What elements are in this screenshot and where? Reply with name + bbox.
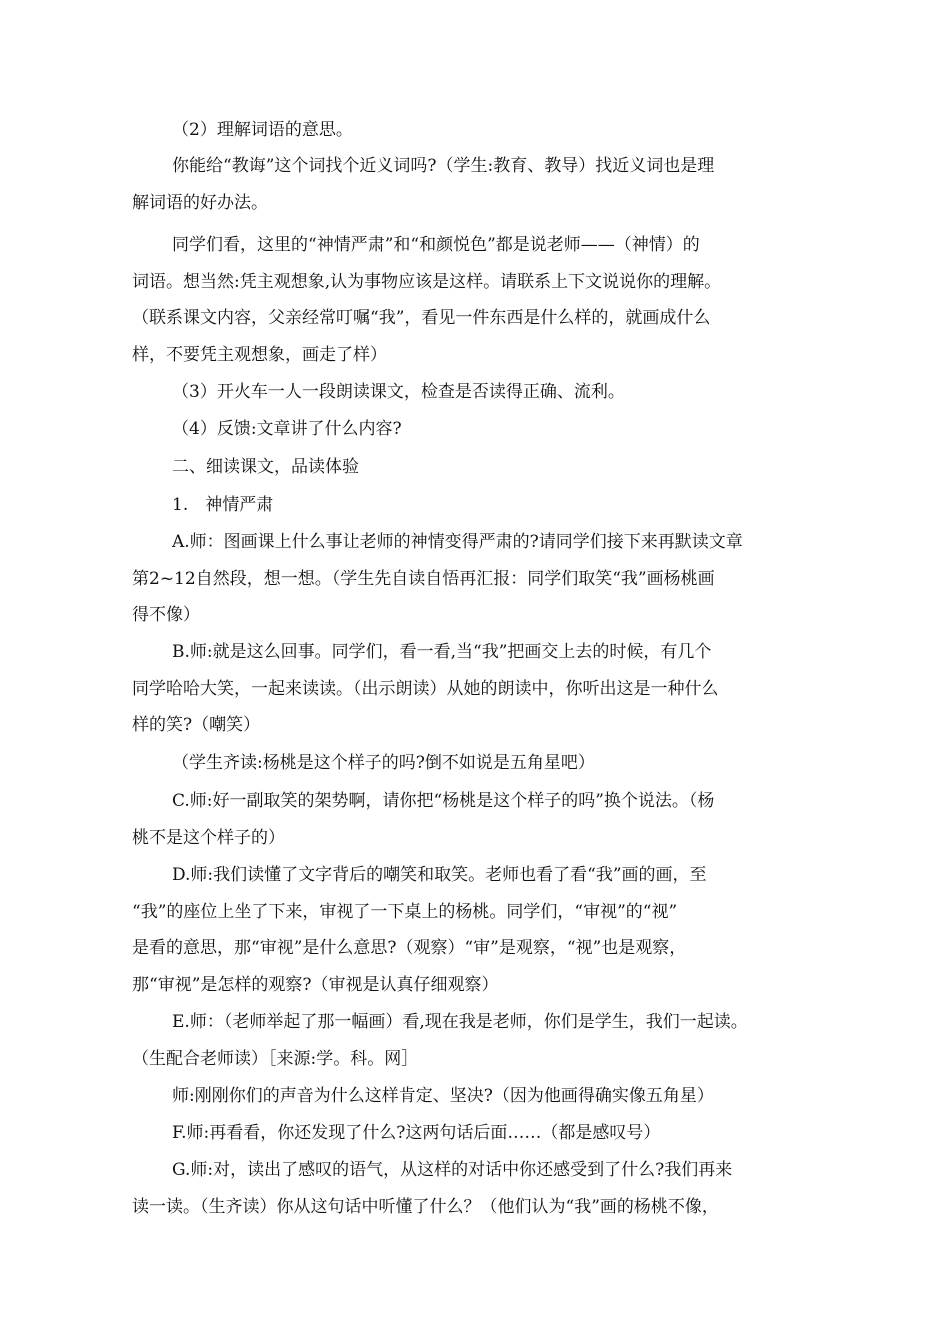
paragraph-synonym-line-1: 你能给“教诲”这个词找个近义词吗?（学生:教育、教导）找近义词也是理 — [172, 156, 715, 176]
paragraph-expression-line-3: （联系课文内容，父亲经常叮嘱“我”，看见一件东西是什么样的，就画成什么 — [132, 308, 711, 328]
paragraph-c-line-1: C.师:好一副取笑的架势啊，请你把“杨桃是这个样子的吗”换个说法。（杨 — [172, 791, 715, 811]
paragraph-expression-line-4: 样，不要凭主观想象，画走了样） — [132, 345, 387, 365]
paragraph-e-line-2: （生配合老师读）［来源:学。科。网］ — [132, 1049, 419, 1069]
paragraph-a-line-2: 第2~12自然段，想一想。（学生先自读自悟再汇报：同学们取笑“我”画杨桃画 — [132, 569, 715, 589]
paragraph-teacher-question: 师:刚刚你们的声音为什么这样肯定、坚决?（因为他画得确实像五角星） — [172, 1086, 714, 1106]
paragraph-group-reading: （学生齐读:杨桃是这个样子的吗?倒不如说是五角星吧） — [172, 753, 595, 773]
paragraph-e-line-1: E.师：（老师举起了那一幅画）看,现在我是老师，你们是学生，我们一起读。 — [172, 1012, 748, 1032]
paragraph-g-line-1: G.师:对，读出了感叹的语气，从这样的对话中你还感受到了什么?我们再来 — [172, 1160, 733, 1180]
paragraph-expression-line-1: 同学们看，这里的“神情严肃”和“和颜悦色”都是说老师——（神情）的 — [172, 235, 700, 255]
paragraph-synonym-line-2: 解词语的好办法。 — [132, 193, 268, 213]
paragraph-d-line-3: 是看的意思，那“审视”是什么意思?（观察）“审”是观察，“视”也是观察， — [132, 938, 687, 958]
paragraph-step-4: （4）反馈:文章讲了什么内容? — [172, 419, 402, 439]
paragraph-b-line-2: 同学哈哈大笑，一起来读读。（出示朗读）从她的朗读中，你听出这是一种什么 — [132, 679, 719, 699]
paragraph-d-line-1: D.师:我们读懂了文字背后的嘲笑和取笑。老师也看了看“我”画的画，至 — [172, 865, 707, 885]
paragraph-b-line-3: 样的笑?（嘲笑） — [132, 715, 261, 735]
subsection-heading-1: 1. 神情严肃 — [172, 495, 274, 515]
paragraph-f: F.师:再看看，你还发现了什么?这两句话后面……（都是感叹号） — [172, 1123, 661, 1143]
paragraph-d-line-4: 那“审视”是怎样的观察?（审视是认真仔细观察） — [132, 975, 499, 995]
paragraph-a-line-3: 得不像） — [132, 605, 200, 625]
section-heading-2: 二、细读课文，品读体验 — [172, 457, 359, 477]
paragraph-a-line-1: A.师：图画课上什么事让老师的神情变得严肃的?请同学们接下来再默读文章 — [172, 532, 743, 552]
paragraph-g-line-2: 读一读。（生齐读）你从这句话中听懂了什么？（他们认为“我”画的杨桃不像， — [132, 1197, 719, 1217]
paragraph-step-2: （2）理解词语的意思。 — [172, 120, 353, 140]
paragraph-expression-line-2: 词语。想当然:凭主观想象,认为事物应该是这样。请联系上下文说说你的理解。 — [132, 272, 722, 292]
paragraph-step-3: （3）开火车一人一段朗读课文，检查是否读得正确、流利。 — [172, 382, 625, 402]
paragraph-b-line-1: B.师:就是这么回事。同学们，看一看,当“我”把画交上去的时候，有几个 — [172, 642, 712, 662]
paragraph-d-line-2: “我”的座位上坐了下来，审视了一下桌上的杨桃。同学们，“审视”的“视” — [132, 902, 678, 922]
paragraph-c-line-2: 桃不是这个样子的） — [132, 828, 285, 848]
